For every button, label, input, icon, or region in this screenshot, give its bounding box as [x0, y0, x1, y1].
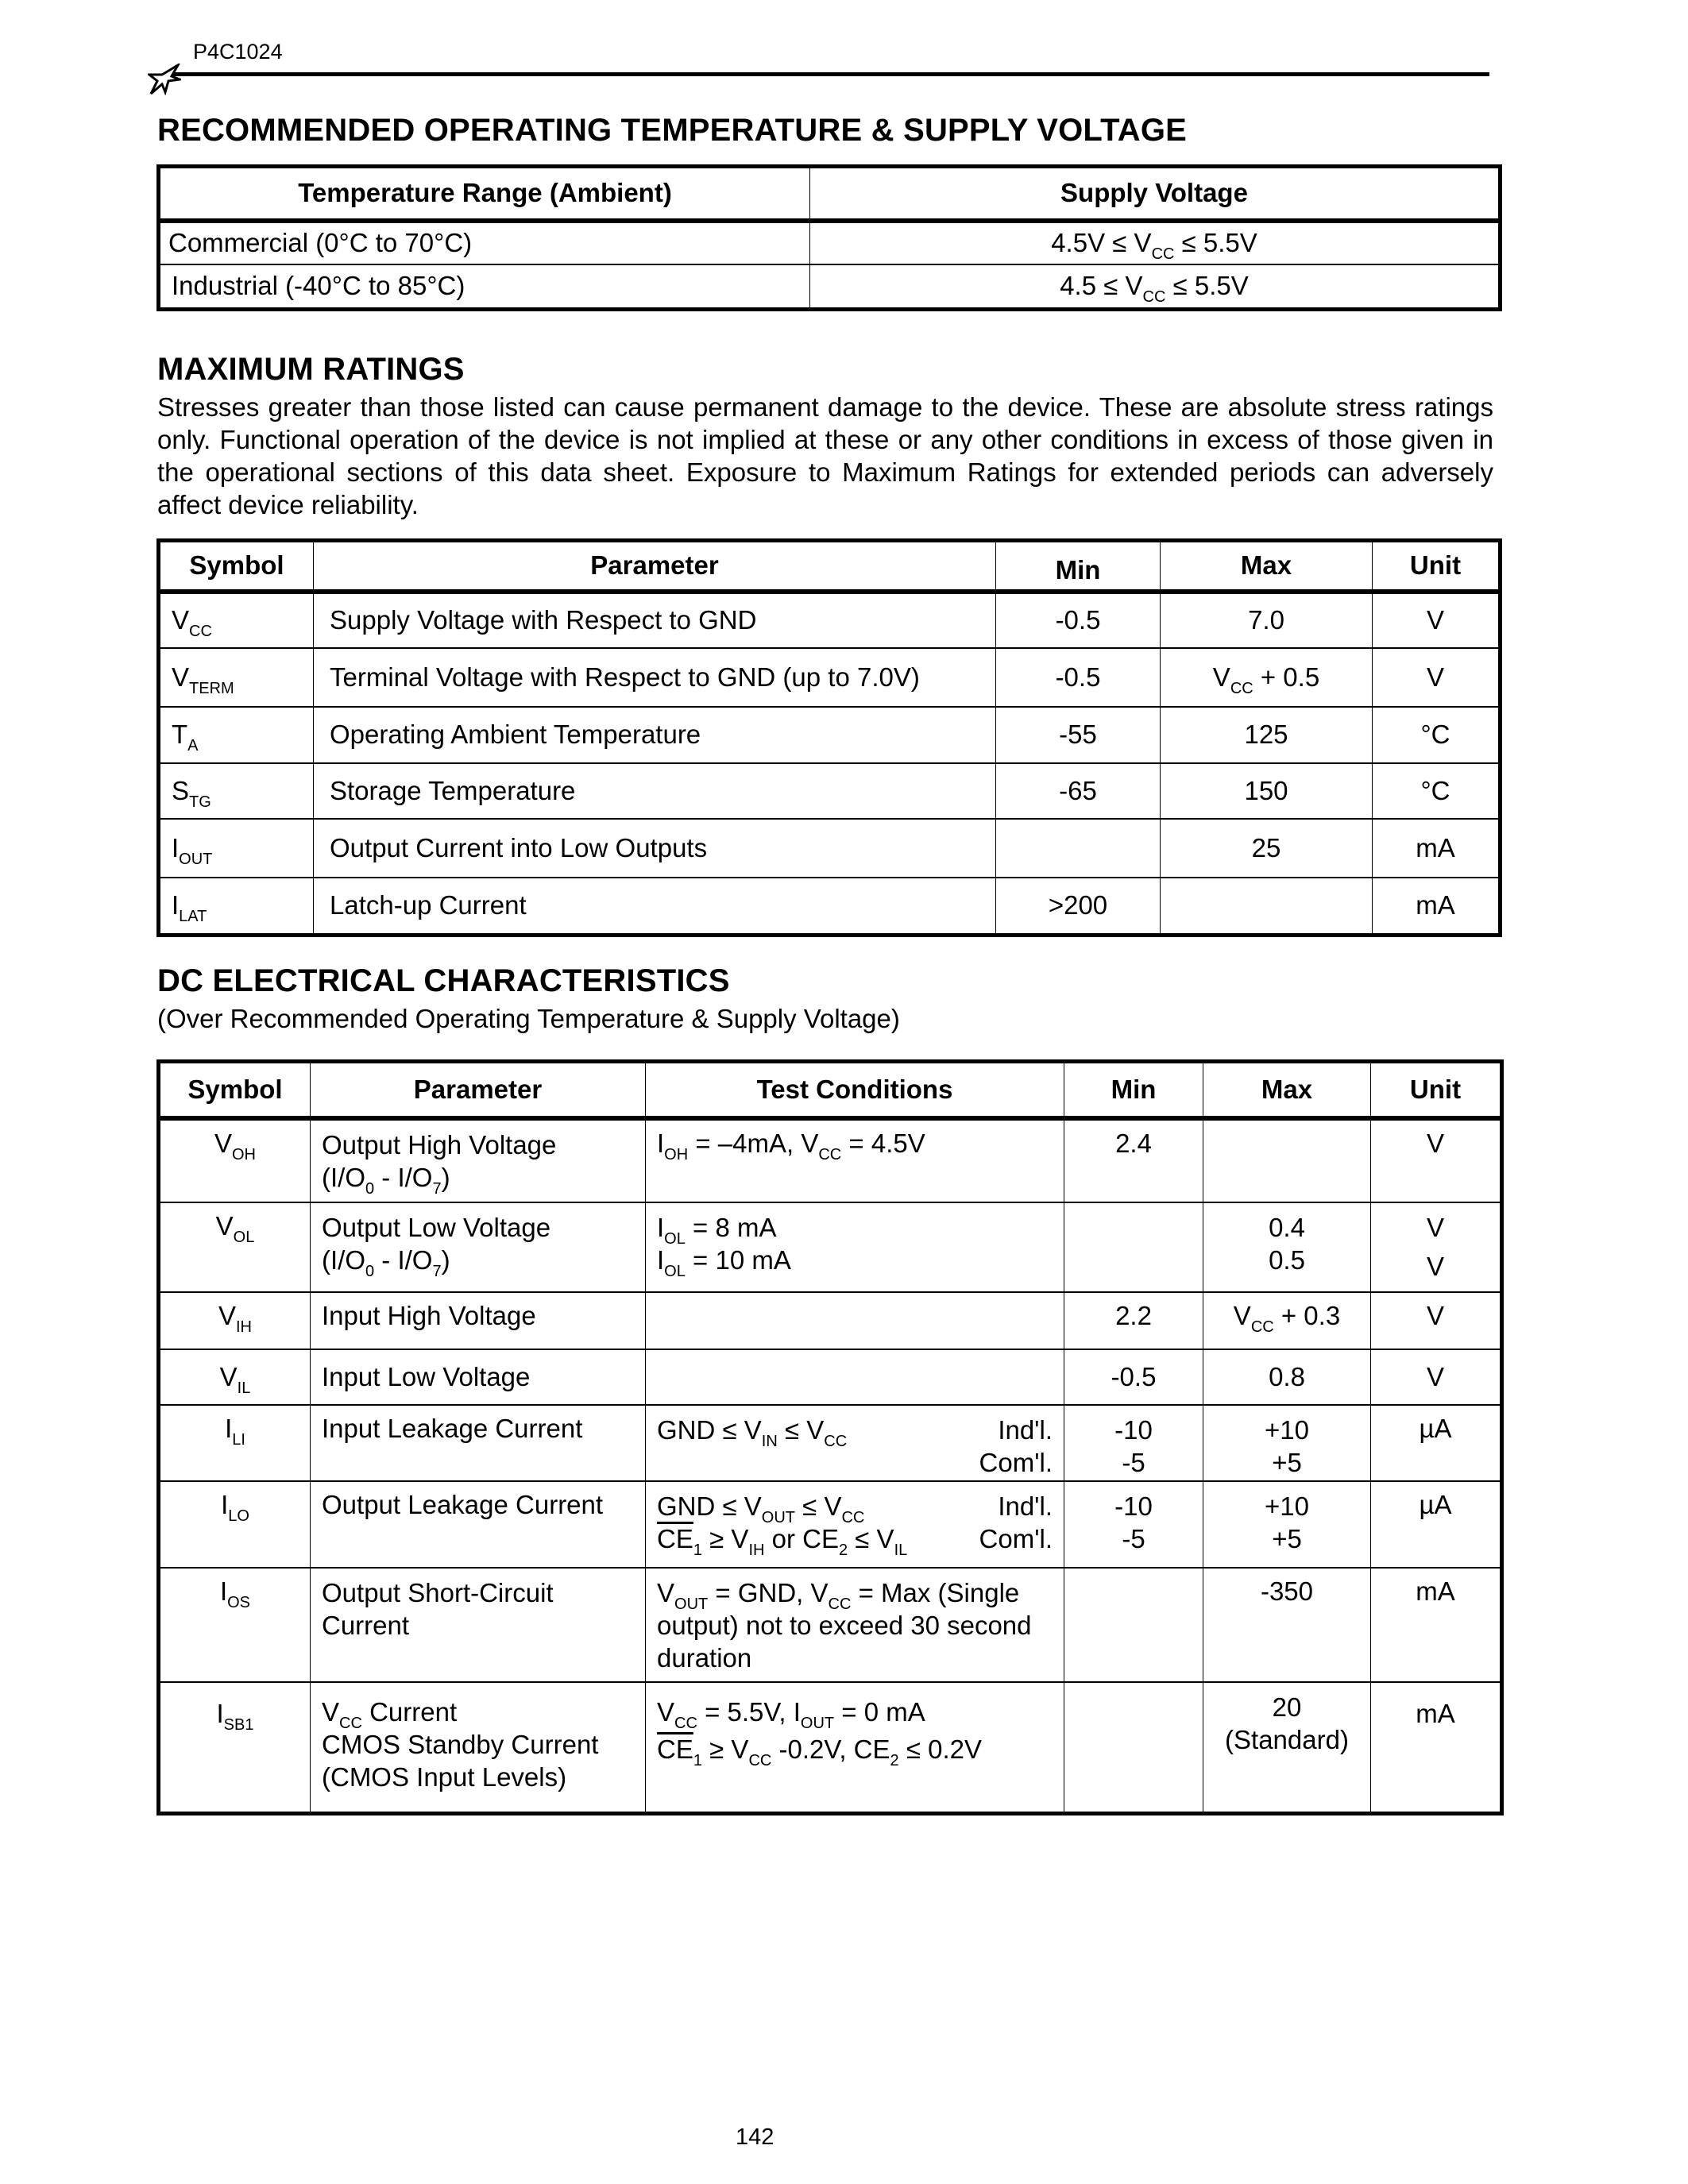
col-header-supply: Supply Voltage: [810, 167, 1501, 221]
symbol-cell: $V_{OH}$: [159, 1118, 311, 1202]
parameter-cell: Supply Voltage with Respect to GND: [314, 592, 996, 648]
unit-cell: mA: [1371, 1568, 1502, 1682]
parameter-cell: Output High Voltage $(I/O_0 - I/O_7)$: [311, 1118, 646, 1202]
col-header-test-conditions: Test Conditions: [646, 1062, 1064, 1118]
max-cell: 25: [1161, 819, 1373, 878]
test-conditions-cell: $V_{CC} = 5.5V$, $I_{OUT} = 0$ mA $\overline{CE}_1 \ge V_{CC}$ -0.2V, $CE_2 \le 0.2V$: [646, 1682, 1064, 1814]
max-cell: 20 (Standard): [1203, 1682, 1371, 1814]
min-cell: -65: [996, 763, 1161, 819]
header-rule: [173, 72, 1489, 76]
col-header-symbol: Symbol: [159, 1062, 311, 1118]
parameter-cell: Latch-up Current: [314, 878, 996, 936]
min-cell: [1064, 1568, 1203, 1682]
parameter-cell: $V_{CC}$ Current CMOS Standby Current (CMOS Input Levels): [311, 1682, 646, 1814]
test-conditions-cell: GND ≤ $V_{IN} \le V_{CC}$ Ind'l. Com'l.: [646, 1405, 1064, 1481]
table-row: [159, 592, 1501, 648]
unit-cell: mA: [1371, 1682, 1502, 1814]
supply-cell: $4.5V \le V_{CC} \le 5.5V$: [810, 221, 1501, 264]
part-number: P4C1024: [193, 40, 283, 64]
parameter-cell: Output Low Voltage $(I/O_0 - I/O_7)$: [311, 1202, 646, 1292]
table-row: [159, 707, 1501, 763]
parameter-cell: Output Leakage Current: [311, 1481, 646, 1568]
max-cell: +10 +5: [1203, 1481, 1371, 1568]
max-cell: 0.4 0.5: [1203, 1202, 1371, 1292]
parameter-cell: Input High Voltage: [311, 1292, 646, 1349]
temp-range-cell: Commercial (0°C to 70°C): [159, 221, 810, 264]
parameter-cell: Storage Temperature: [314, 763, 996, 819]
test-conditions-cell: GND ≤ $V_{OUT} \le V_{CC}$ Ind'l. $\overline{CE}_1 \ge V_{IH}$ or $CE_2 \le V_{IL}$ Com'l.: [646, 1481, 1064, 1568]
max-cell: 0.8: [1203, 1349, 1371, 1405]
symbol-cell: $V_{CC}$: [159, 592, 314, 648]
symbol-cell: $V_{OL}$: [159, 1202, 311, 1292]
test-conditions-cell: $I_{OL} = 8$ mA $I_{OL} = 10$ mA: [646, 1202, 1064, 1292]
dc-characteristics-table: [156, 1059, 1504, 1815]
table-row: [159, 1292, 1502, 1349]
max-cell: 7.0: [1161, 592, 1373, 648]
operating-conditions-table: [156, 164, 1502, 311]
min-cell: -10 -5: [1064, 1481, 1203, 1568]
min-cell: 2.4: [1064, 1118, 1203, 1202]
unit-cell: V: [1373, 648, 1501, 707]
max-cell: $V_{CC} + 0.3$: [1203, 1292, 1371, 1349]
min-cell: -10 -5: [1064, 1405, 1203, 1481]
symbol-cell: $I_{OS}$: [159, 1568, 311, 1682]
col-header-parameter: Parameter: [311, 1062, 646, 1118]
section-title-dc: DC ELECTRICAL CHARACTERISTICS: [157, 963, 730, 998]
min-cell: -55: [996, 707, 1161, 763]
max-ratings-table: [156, 538, 1502, 937]
col-header-unit: Unit: [1371, 1062, 1502, 1118]
parameter-cell: Operating Ambient Temperature: [314, 707, 996, 763]
min-cell: [1064, 1682, 1203, 1814]
page-number: 142: [736, 2124, 774, 2150]
col-header-symbol: Symbol: [159, 541, 314, 592]
symbol-cell: $I_{LO}$: [159, 1481, 311, 1568]
test-conditions-cell: $I_{OH} = -4mA$, $V_{CC} = 4.5V$: [646, 1118, 1064, 1202]
parameter-cell: Input Low Voltage: [311, 1349, 646, 1405]
table-row: [159, 878, 1501, 936]
table-row: [159, 763, 1501, 819]
unit-cell: mA: [1373, 819, 1501, 878]
table-row: [159, 1481, 1502, 1568]
min-cell: -0.5: [1064, 1349, 1203, 1405]
max-cell: $V_{CC} + 0.5$: [1161, 648, 1373, 707]
unit-cell: V: [1371, 1349, 1502, 1405]
col-header-min: Min: [996, 541, 1161, 592]
star-logo-icon: [148, 64, 181, 95]
table-row: [159, 819, 1501, 878]
min-cell: >200: [996, 878, 1161, 936]
symbol-cell: $I_{SB1}$: [159, 1682, 311, 1814]
col-header-parameter: Parameter: [314, 541, 996, 592]
min-cell: [996, 819, 1161, 878]
max-cell: [1203, 1118, 1371, 1202]
min-cell: [1064, 1202, 1203, 1292]
unit-cell: V V: [1371, 1202, 1502, 1292]
min-cell: -0.5: [996, 648, 1161, 707]
symbol-cell: $S_{TG}$: [159, 763, 314, 819]
unit-cell: V: [1373, 592, 1501, 648]
max-cell: +10 +5: [1203, 1405, 1371, 1481]
min-cell: -0.5: [996, 592, 1161, 648]
test-conditions-cell: $V_{OUT}$ = GND, $V_{CC}$ = Max (Single output) not to exceed 30 second duration: [646, 1568, 1064, 1682]
col-header-min: Min: [1064, 1062, 1203, 1118]
symbol-cell: $T_A$: [159, 707, 314, 763]
test-conditions-cell: [646, 1292, 1064, 1349]
col-header-temperature: Temperature Range (Ambient): [159, 167, 810, 221]
symbol-cell: $I_{LI}$: [159, 1405, 311, 1481]
dc-subtitle: (Over Recommended Operating Temperature & Supply Voltage): [157, 1004, 900, 1033]
section-title-operating: RECOMMENDED OPERATING TEMPERATURE & SUPPLY VOLTAGE: [157, 113, 1188, 148]
symbol-cell: $V_{IH}$: [159, 1292, 311, 1349]
temp-range-cell: Industrial (-40°C to 85°C): [159, 264, 810, 310]
unit-cell: µA: [1371, 1405, 1502, 1481]
max-ratings-description: Stresses greater than those listed can cause permanent damage to the device. These are absolute stress ratings only. Functional operation of the device is not implied at these or any other conditions in excess of those given in the operational sections of this data sheet. Exposure to Maximum Ratings for extended periods can adversely affect device reliability.: [157, 392, 1493, 519]
test-conditions-cell: [646, 1349, 1064, 1405]
unit-cell: V: [1371, 1118, 1502, 1202]
symbol-cell: $V_{TERM}$: [159, 648, 314, 707]
table-row: [159, 1118, 1502, 1202]
symbol-cell: $I_{LAT}$: [159, 878, 314, 936]
parameter-cell: Input Leakage Current: [311, 1405, 646, 1481]
max-cell: -350: [1203, 1568, 1371, 1682]
table-row: [159, 1405, 1502, 1481]
unit-cell: V: [1371, 1292, 1502, 1349]
col-header-max: Max: [1161, 541, 1373, 592]
max-cell: 150: [1161, 763, 1373, 819]
unit-cell: °C: [1373, 707, 1501, 763]
parameter-cell: Output Short-Circuit Current: [311, 1568, 646, 1682]
supply-cell: $4.5 \le V_{CC} \le 5.5V$: [810, 264, 1501, 310]
max-cell: [1161, 878, 1373, 936]
parameter-cell: Terminal Voltage with Respect to GND (up to 7.0V): [314, 648, 996, 707]
table-row: [159, 1682, 1502, 1814]
symbol-cell: $V_{IL}$: [159, 1349, 311, 1405]
col-header-unit: Unit: [1373, 541, 1501, 592]
table-row: [159, 648, 1501, 707]
unit-cell: µA: [1371, 1481, 1502, 1568]
table-row: [159, 1568, 1502, 1682]
table-row: [159, 1202, 1502, 1292]
col-header-max: Max: [1203, 1062, 1371, 1118]
table-row: [159, 1349, 1502, 1405]
unit-cell: °C: [1373, 763, 1501, 819]
min-cell: 2.2: [1064, 1292, 1203, 1349]
parameter-cell: Output Current into Low Outputs: [314, 819, 996, 878]
table-row: [159, 264, 1501, 310]
max-cell: 125: [1161, 707, 1373, 763]
symbol-cell: $I_{OUT}$: [159, 819, 314, 878]
section-title-max-ratings: MAXIMUM RATINGS: [157, 352, 465, 387]
unit-cell: mA: [1373, 878, 1501, 936]
table-row: [159, 221, 1501, 264]
